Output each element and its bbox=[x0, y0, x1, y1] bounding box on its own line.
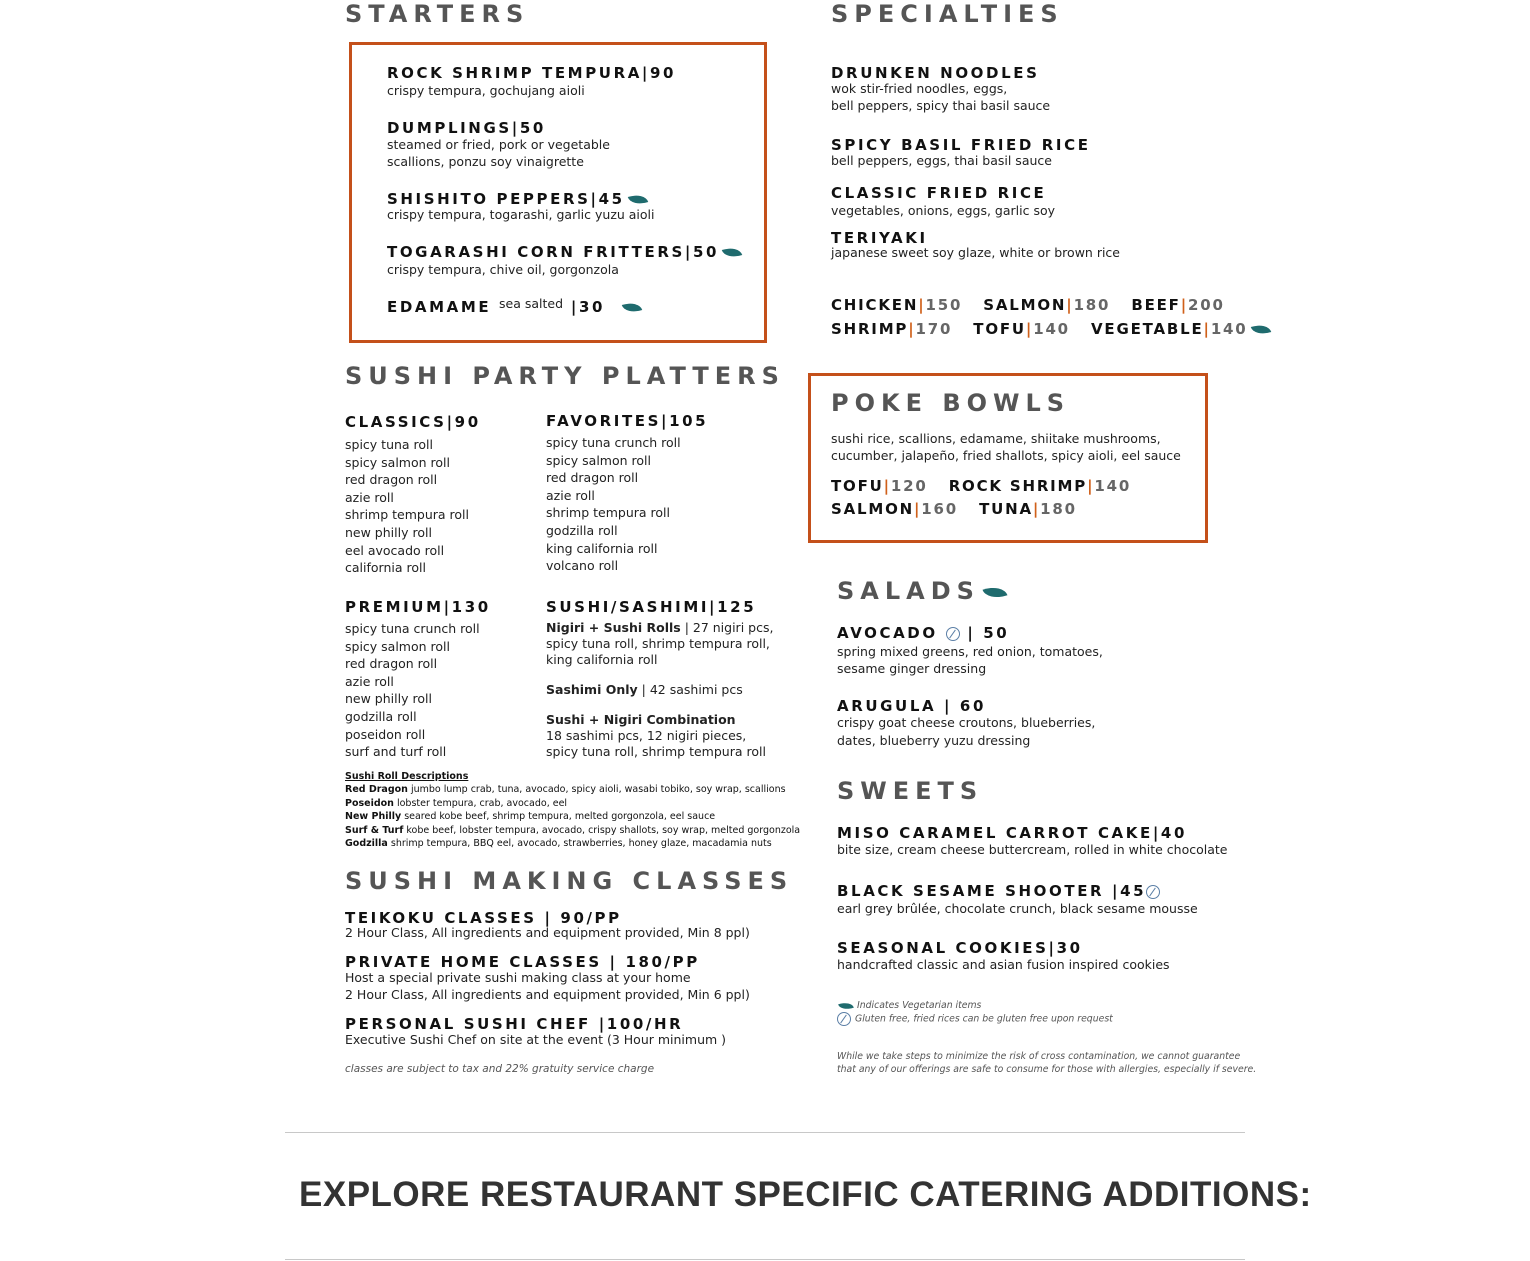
list-item: spicy salmon roll bbox=[546, 452, 651, 468]
roll-name: Poseidon bbox=[345, 797, 394, 809]
salad-name: AVOCADO bbox=[837, 624, 938, 642]
sashimi-option-3 bbox=[546, 712, 766, 759]
list-item: volcano roll bbox=[546, 558, 619, 574]
leaf-icon bbox=[622, 299, 643, 315]
salad-desc: crispy goat cheese croutons, blueberries, bbox=[837, 715, 1096, 730]
protein-price: 150 bbox=[925, 296, 963, 314]
classes-footnote: classes are subject to tax and 22% gratuity service charge bbox=[345, 1063, 655, 1075]
legend-veg bbox=[837, 999, 981, 1012]
class-desc: 2 Hour Class, All ingredients and equipment provided, Min 8 ppl) bbox=[345, 925, 750, 940]
platter-roll-list bbox=[546, 434, 681, 575]
roll-desc: seared kobe beef, shrimp tempura, melted gorgonzola, eel sauce bbox=[401, 811, 716, 823]
edamame-note: sea salted bbox=[499, 296, 564, 311]
salads-title-row bbox=[837, 577, 1006, 605]
poke-option-name: ROCK SHRIMP bbox=[948, 477, 1088, 495]
list-item: new philly roll bbox=[345, 691, 432, 707]
list-item: spicy tuna roll bbox=[345, 437, 434, 452]
option-detail: | 42 sashimi pcs bbox=[637, 682, 743, 697]
option-detail: | 27 nigiri pcs, bbox=[680, 620, 774, 635]
sweets-title: SWEETS bbox=[837, 777, 984, 805]
protein-price: 180 bbox=[1073, 296, 1111, 314]
platter-name: SUSHI/SASHIMI|125 bbox=[546, 598, 757, 616]
poke-desc: cucumber, jalapeño, fried shallots, spicy aioli, eel sauce bbox=[831, 448, 1181, 463]
specialty-item-desc: bell peppers, spicy thai basil sauce bbox=[831, 98, 1051, 113]
option-detail: 18 sashimi pcs, 12 nigiri pieces, bbox=[546, 727, 747, 743]
roll-desc: shrimp tempura, BBQ eel, avocado, strawberries, honey glaze, macadamia nuts bbox=[387, 838, 772, 850]
poke-option-name: TOFU bbox=[831, 477, 884, 495]
starter-item-desc: crispy tempura, chive oil, gorgonzola bbox=[387, 262, 619, 277]
explore-heading: EXPLORE RESTAURANT SPECIFIC CATERING ADDITIONS: bbox=[299, 1175, 1312, 1214]
specialty-item-desc: vegetables, onions, eggs, garlic soy bbox=[831, 203, 1056, 218]
poke-option-price: 120 bbox=[890, 477, 928, 495]
option-detail: spicy tuna roll, shrimp tempura roll bbox=[546, 743, 766, 759]
edamame-row bbox=[387, 298, 641, 316]
class-desc: 2 Hour Class, All ingredients and equipment provided, Min 6 ppl) bbox=[345, 987, 750, 1002]
salad-desc: spring mixed greens, red onion, tomatoes, bbox=[837, 644, 1103, 659]
protein-row-2: SHRIMP|170 TOFU|140 VEGETABLE|140 bbox=[831, 320, 1270, 338]
specialty-item-desc: bell peppers, eggs, thai basil sauce bbox=[831, 153, 1052, 168]
leaf-icon bbox=[722, 244, 743, 260]
sweet-name-row bbox=[837, 882, 1160, 900]
poke-option-price: 180 bbox=[1040, 500, 1077, 518]
specialty-item-name: DRUNKEN NOODLES bbox=[831, 64, 1040, 82]
poke-row-1: TOFU|120 ROCK SHRIMP|140 bbox=[831, 477, 1132, 495]
protein-name: BEEF bbox=[1131, 296, 1181, 314]
salad-name-row bbox=[837, 624, 1009, 642]
protein-name: CHICKEN bbox=[831, 296, 919, 314]
list-item: new philly roll bbox=[345, 524, 432, 540]
list-item: red dragon roll bbox=[546, 470, 639, 486]
option-detail: king california roll bbox=[546, 651, 658, 667]
poke-desc: sushi rice, scallions, edamame, shiitake mushrooms, bbox=[831, 431, 1161, 446]
roll-name: New Philly bbox=[345, 811, 402, 823]
specialty-item-desc: wok stir-fried noodles, eggs, bbox=[831, 81, 1008, 96]
specialty-item-desc: japanese sweet soy glaze, white or brown rice bbox=[831, 245, 1120, 260]
salad-desc: dates, blueberry yuzu dressing bbox=[837, 733, 1031, 748]
starter-item-desc: crispy tempura, gochujang aioli bbox=[387, 83, 585, 98]
leaf-icon bbox=[838, 1000, 854, 1012]
salad-price: | 50 bbox=[959, 624, 1010, 642]
sweet-desc: handcrafted classic and asian fusion inspired cookies bbox=[837, 957, 1170, 972]
gluten-free-icon bbox=[837, 1012, 851, 1026]
salads-title: SALADS bbox=[837, 577, 980, 605]
poke-title: POKE BOWLS bbox=[831, 389, 1071, 417]
list-item: poseidon roll bbox=[345, 726, 426, 742]
class-name: PRIVATE HOME CLASSES | 180/PP bbox=[345, 953, 700, 971]
platter-roll-list bbox=[345, 436, 469, 577]
protein-name: SALMON bbox=[983, 296, 1067, 314]
platter-roll-list bbox=[345, 620, 480, 761]
disclaimer bbox=[837, 1050, 1256, 1076]
protein-price: 170 bbox=[915, 320, 953, 338]
gluten-free-icon bbox=[946, 627, 960, 641]
roll-name: Surf & Turf bbox=[345, 824, 404, 836]
platters-title: SUSHI PARTY PLATTERS bbox=[345, 362, 785, 390]
salad-desc: sesame ginger dressing bbox=[837, 661, 987, 676]
list-item: azie roll bbox=[345, 489, 394, 505]
starters-title: STARTERS bbox=[345, 0, 530, 28]
poke-option-name: TUNA bbox=[979, 500, 1033, 518]
legend-gf-text: Gluten free, fried rices can be gluten free upon request bbox=[855, 1013, 1113, 1025]
sweet-desc: bite size, cream cheese buttercream, rolled in white chocolate bbox=[837, 842, 1228, 857]
starter-item-name: ROCK SHRIMP TEMPURA|90 bbox=[387, 64, 677, 82]
list-item: spicy salmon roll bbox=[345, 454, 450, 470]
specialty-item-name: SPICY BASIL FRIED RICE bbox=[831, 136, 1091, 154]
class-desc: Executive Sushi Chef on site at the event (3 Hour minimum ) bbox=[345, 1032, 727, 1047]
list-item: red dragon roll bbox=[345, 472, 438, 488]
protein-price: 140 bbox=[1210, 320, 1248, 338]
sweet-name: BLACK SESAME SHOOTER |45 bbox=[837, 882, 1147, 900]
class-desc: Host a special private sushi making class at your home bbox=[345, 970, 691, 985]
roll-descriptions bbox=[345, 770, 800, 850]
platter-name: CLASSICS|90 bbox=[345, 413, 481, 431]
salad-name: ARUGULA | 60 bbox=[837, 697, 986, 715]
protein-name: TOFU bbox=[973, 320, 1026, 338]
legend-gf bbox=[837, 1012, 1113, 1026]
starter-item-desc: crispy tempura, togarashi, garlic yuzu aioli bbox=[387, 207, 655, 222]
option-title: Sushi + Nigiri Combination bbox=[546, 712, 736, 727]
option-title: Sashimi Only bbox=[546, 682, 638, 697]
classes-title: SUSHI MAKING CLASSES bbox=[345, 867, 794, 895]
list-item: shrimp tempura roll bbox=[546, 505, 670, 521]
disclaimer-line: that any of our offerings are safe to consume for those with allergies, especially if severe. bbox=[837, 1064, 1257, 1075]
specialty-item-name: CLASSIC FRIED RICE bbox=[831, 184, 1047, 202]
class-name: PERSONAL SUSHI CHEF |100/HR bbox=[345, 1015, 684, 1033]
option-title: Nigiri + Sushi Rolls bbox=[546, 620, 681, 635]
sashimi-option-2 bbox=[546, 681, 743, 699]
specialty-item-name: TERIYAKI bbox=[831, 229, 928, 247]
list-item: surf and turf roll bbox=[345, 744, 447, 760]
starter-item-name-row bbox=[387, 243, 741, 261]
list-item: spicy tuna crunch roll bbox=[345, 621, 480, 636]
sashimi-options bbox=[546, 620, 773, 667]
legend-veg-text: Indicates Vegetarian items bbox=[857, 1000, 982, 1011]
roll-descriptions-title: Sushi Roll Descriptions bbox=[345, 771, 469, 782]
poke-row-2: SALMON|160 TUNA|180 bbox=[831, 500, 1077, 518]
sweet-name: SEASONAL COOKIES|30 bbox=[837, 939, 1083, 957]
list-item: spicy salmon roll bbox=[345, 638, 450, 654]
poke-option-price: 140 bbox=[1094, 477, 1132, 495]
starter-item-desc: steamed or fried, pork or vegetable bbox=[387, 137, 610, 152]
list-item: azie roll bbox=[546, 487, 595, 503]
starter-item-desc: scallions, ponzu soy vinaigrette bbox=[387, 154, 584, 169]
protein-name: VEGETABLE bbox=[1091, 320, 1204, 338]
list-item: red dragon roll bbox=[345, 656, 438, 672]
list-item: king california roll bbox=[546, 540, 658, 556]
list-item: spicy tuna crunch roll bbox=[546, 435, 681, 450]
protein-price: 200 bbox=[1188, 296, 1225, 314]
poke-option-price: 160 bbox=[921, 500, 959, 518]
leaf-icon bbox=[982, 582, 1007, 601]
roll-name: Red Dragon bbox=[345, 784, 408, 796]
disclaimer-line: While we take steps to minimize the risk of cross contamination, we cannot guarantee bbox=[837, 1051, 1241, 1062]
poke-option-name: SALMON bbox=[831, 500, 915, 518]
edamame-name: EDAMAME bbox=[387, 298, 492, 316]
leaf-icon bbox=[1250, 321, 1271, 337]
list-item: azie roll bbox=[345, 673, 394, 689]
platter-name: PREMIUM|130 bbox=[345, 598, 491, 616]
class-name: TEIKOKU CLASSES | 90/PP bbox=[345, 909, 622, 927]
roll-desc: jumbo lump crab, tuna, avocado, spicy aioli, wasabi tobiko, soy wrap, scallions bbox=[407, 784, 786, 796]
list-item: godzilla roll bbox=[345, 708, 417, 724]
roll-name: Godzilla bbox=[345, 838, 388, 850]
specialties-title: SPECIALTIES bbox=[831, 0, 1064, 28]
list-item: california roll bbox=[345, 560, 426, 576]
option-detail: spicy tuna roll, shrimp tempura roll, bbox=[546, 635, 770, 651]
roll-desc: lobster tempura, crab, avocado, eel bbox=[393, 797, 568, 809]
starter-item-name: DUMPLINGS|50 bbox=[387, 119, 546, 137]
list-item: eel avocado roll bbox=[345, 542, 445, 558]
roll-desc: kobe beef, lobster tempura, avocado, crispy shallots, soy wrap, melted gorgonzola bbox=[403, 824, 801, 836]
divider bbox=[285, 1132, 1245, 1133]
gluten-free-icon bbox=[1146, 885, 1160, 899]
sweet-desc: earl grey brûlée, chocolate crunch, black sesame mousse bbox=[837, 901, 1198, 916]
starter-item-name: TOGARASHI CORN FRITTERS|50 bbox=[387, 243, 720, 261]
protein-price: 140 bbox=[1033, 320, 1070, 338]
protein-name: SHRIMP bbox=[831, 320, 909, 338]
protein-row-1: CHICKEN|150 SALMON|180 BEEF|200 bbox=[831, 296, 1225, 314]
edamame-price: |30 bbox=[570, 298, 606, 316]
list-item: shrimp tempura roll bbox=[345, 507, 469, 523]
divider bbox=[285, 1259, 1245, 1260]
list-item: godzilla roll bbox=[546, 522, 618, 538]
sweet-name: MISO CARAMEL CARROT CAKE|40 bbox=[837, 824, 1187, 842]
starter-item-name: SHISHITO PEPPERS|45 bbox=[387, 190, 625, 208]
platter-name: FAVORITES|105 bbox=[546, 412, 709, 430]
